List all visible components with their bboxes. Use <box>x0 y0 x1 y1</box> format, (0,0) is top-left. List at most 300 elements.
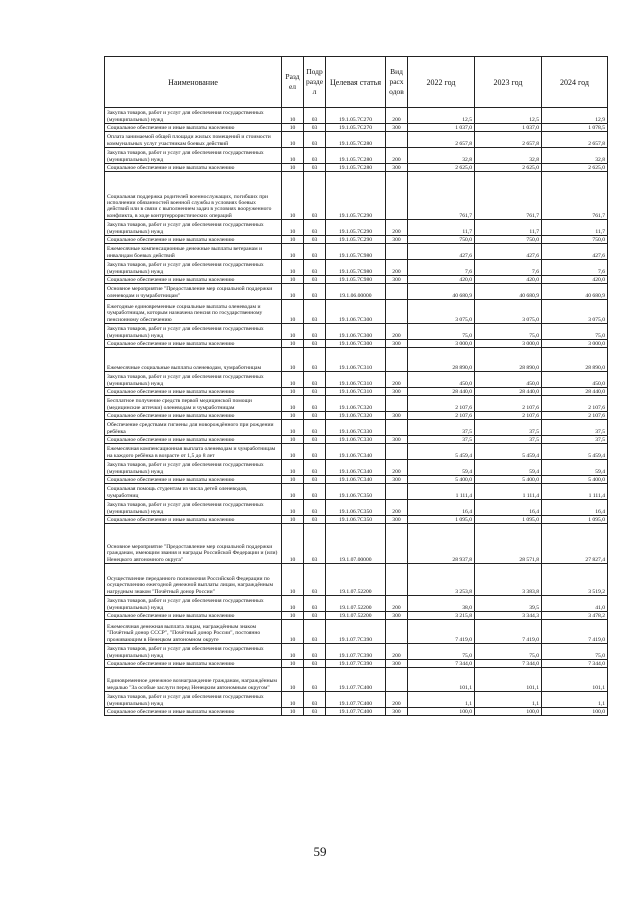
row-name: Единовременное денежное вознаграждение гражданам, награждённым медалью "За особые заслуги перед Ненецким автономным округом" <box>105 668 282 692</box>
row-2022: 16,4 <box>408 500 475 516</box>
row-target-article: 19.1.06.00000 <box>326 284 386 300</box>
row-podrazdel: 03 <box>304 420 326 436</box>
row-2023: 427,6 <box>475 244 542 260</box>
row-2022: 1 037,0 <box>408 124 475 132</box>
row-name: Осуществление переданного полномочия Российской Федерации по осуществлению ежегодной денежной выплаты лицам, награждённым нагрудным знаком "Почётный донор России" <box>105 564 282 596</box>
row-2022: 59,4 <box>408 460 475 476</box>
row-2022: 2 657,8 <box>408 132 475 148</box>
row-2022: 37,5 <box>408 436 475 444</box>
row-expense-type <box>386 132 408 148</box>
row-razdel: 10 <box>282 444 304 460</box>
header-2023: 2023 год <box>475 57 542 108</box>
row-podrazdel: 03 <box>304 484 326 500</box>
row-podrazdel: 03 <box>304 108 326 124</box>
row-razdel: 10 <box>282 644 304 660</box>
row-razdel: 10 <box>282 708 304 716</box>
table-row <box>105 596 608 612</box>
row-2024: 37,5 <box>542 436 608 444</box>
table-row <box>105 484 608 500</box>
header-podrazdel: Подр разде л <box>304 57 326 108</box>
row-2022: 3 253,8 <box>408 564 475 596</box>
row-target-article: 19.1.06.7С350 <box>326 516 386 524</box>
row-name: Ежемесячная компенсационная выплата оленеводам и чумработницам на каждого ребёнка в возрасте от 1,5 до 8 лет <box>105 444 282 460</box>
row-2023: 7,6 <box>475 260 542 276</box>
row-razdel: 10 <box>282 692 304 708</box>
row-2023: 37,5 <box>475 436 542 444</box>
row-name: Основное мероприятие "Предоставление мер социальной поддержки оленеводам и чумработницам" <box>105 284 282 300</box>
row-target-article: 19.1.05.7С980 <box>326 244 386 260</box>
row-2024: 27 827,4 <box>542 524 608 564</box>
row-target-article: 19.1.05.7С280 <box>326 164 386 172</box>
row-podrazdel: 03 <box>304 596 326 612</box>
row-target-article: 19.1.05.7С290 <box>326 220 386 236</box>
header-2024: 2024 год <box>542 57 608 108</box>
row-razdel: 10 <box>282 620 304 644</box>
table-row <box>105 420 608 436</box>
table-row <box>105 148 608 164</box>
row-razdel: 10 <box>282 260 304 276</box>
budget-table <box>104 56 608 716</box>
row-target-article: 19.1.05.7С290 <box>326 172 386 220</box>
row-2024: 450,0 <box>542 372 608 388</box>
table-row <box>105 460 608 476</box>
row-2024: 5 400,0 <box>542 476 608 484</box>
row-2023: 16,4 <box>475 500 542 516</box>
row-2022: 427,6 <box>408 244 475 260</box>
row-2023: 3 000,0 <box>475 340 542 348</box>
table-row <box>105 412 608 420</box>
table-row <box>105 476 608 484</box>
row-2023: 7 344,0 <box>475 660 542 668</box>
row-razdel: 10 <box>282 276 304 284</box>
row-2024: 2 107,6 <box>542 396 608 412</box>
row-expense-type <box>386 396 408 412</box>
row-name: Закупка товаров, работ и услуг для обеспечения государственных (муниципальных) нужд <box>105 500 282 516</box>
row-target-article: 19.1.06.7С340 <box>326 476 386 484</box>
row-2023: 2 657,8 <box>475 132 542 148</box>
row-2022: 750,0 <box>408 236 475 244</box>
row-razdel: 10 <box>282 244 304 260</box>
row-razdel: 10 <box>282 300 304 324</box>
table-row <box>105 260 608 276</box>
row-2022: 1 095,0 <box>408 516 475 524</box>
row-razdel: 10 <box>282 108 304 124</box>
row-expense-type <box>386 620 408 644</box>
row-target-article: 19.1.06.7С310 <box>326 388 386 396</box>
row-razdel: 10 <box>282 236 304 244</box>
row-2023: 59,4 <box>475 460 542 476</box>
row-2024: 5 459,4 <box>542 444 608 460</box>
row-target-article: 19.1.05.7С280 <box>326 148 386 164</box>
row-expense-type: 200 <box>386 500 408 516</box>
table-row <box>105 436 608 444</box>
row-2022: 761,7 <box>408 172 475 220</box>
row-target-article: 19.1.06.7С300 <box>326 324 386 340</box>
table-row <box>105 220 608 236</box>
row-target-article: 19.1.07.52200 <box>326 564 386 596</box>
row-target-article: 19.1.06.7С350 <box>326 500 386 516</box>
row-name: Закупка товаров, работ и услуг для обеспечения государственных (муниципальных) нужд <box>105 644 282 660</box>
row-expense-type <box>386 284 408 300</box>
row-2024: 11,7 <box>542 220 608 236</box>
row-2022: 2 107,6 <box>408 412 475 420</box>
row-2023: 100,0 <box>475 708 542 716</box>
row-expense-type <box>386 524 408 564</box>
row-2024: 40 680,9 <box>542 284 608 300</box>
table-row <box>105 516 608 524</box>
row-2023: 2 625,0 <box>475 164 542 172</box>
row-2022: 5 400,0 <box>408 476 475 484</box>
row-2023: 450,0 <box>475 372 542 388</box>
row-target-article: 19.1.07.7С400 <box>326 692 386 708</box>
row-2023: 37,5 <box>475 420 542 436</box>
table-row <box>105 564 608 596</box>
row-2023: 2 107,6 <box>475 396 542 412</box>
row-name: Социальное обеспечение и иные выплаты населению <box>105 708 282 716</box>
table-row <box>105 644 608 660</box>
row-2023: 40 680,9 <box>475 284 542 300</box>
row-2023: 761,7 <box>475 172 542 220</box>
row-2022: 40 680,9 <box>408 284 475 300</box>
row-2024: 7 344,0 <box>542 660 608 668</box>
row-2024: 1,1 <box>542 692 608 708</box>
row-2024: 16,4 <box>542 500 608 516</box>
row-razdel: 10 <box>282 148 304 164</box>
row-2024: 1 111,4 <box>542 484 608 500</box>
row-expense-type <box>386 564 408 596</box>
row-podrazdel: 03 <box>304 172 326 220</box>
row-2024: 32,8 <box>542 148 608 164</box>
row-podrazdel: 03 <box>304 220 326 236</box>
row-target-article: 19.1.06.7С340 <box>326 460 386 476</box>
row-podrazdel: 03 <box>304 340 326 348</box>
row-2022: 100,0 <box>408 708 475 716</box>
row-2022: 75,0 <box>408 324 475 340</box>
row-podrazdel: 03 <box>304 260 326 276</box>
row-2024: 41,0 <box>542 596 608 612</box>
row-name: Социальная помощь студентам из числа детей оленеводов, чумработниц <box>105 484 282 500</box>
row-razdel: 10 <box>282 500 304 516</box>
row-razdel: 10 <box>282 372 304 388</box>
row-name: Закупка товаров, работ и услуг для обеспечения государственных (муниципальных) нужд <box>105 596 282 612</box>
row-target-article: 19.1.06.7С310 <box>326 348 386 372</box>
row-name: Закупка товаров, работ и услуг для обеспечения государственных (муниципальных) нужд <box>105 372 282 388</box>
table-row <box>105 668 608 692</box>
row-podrazdel: 03 <box>304 460 326 476</box>
row-target-article: 19.1.06.7С320 <box>326 412 386 420</box>
row-razdel: 10 <box>282 420 304 436</box>
row-target-article: 19.1.06.7С340 <box>326 444 386 460</box>
row-2022: 1,1 <box>408 692 475 708</box>
row-target-article: 19.1.07.52200 <box>326 596 386 612</box>
row-name: Социальное обеспечение и иные выплаты населению <box>105 388 282 396</box>
row-2024: 1 078,5 <box>542 124 608 132</box>
row-podrazdel: 03 <box>304 324 326 340</box>
row-expense-type: 300 <box>386 340 408 348</box>
row-expense-type: 300 <box>386 412 408 420</box>
row-expense-type <box>386 484 408 500</box>
row-2023: 5 459,4 <box>475 444 542 460</box>
row-2024: 420,0 <box>542 276 608 284</box>
row-name: Социальное обеспечение и иные выплаты населению <box>105 660 282 668</box>
table-row <box>105 612 608 620</box>
row-podrazdel: 03 <box>304 564 326 596</box>
header-target-article: Целевая статья <box>326 57 386 108</box>
row-target-article: 19.1.06.7С300 <box>326 300 386 324</box>
row-razdel: 10 <box>282 412 304 420</box>
row-2023: 1 095,0 <box>475 516 542 524</box>
row-2024: 59,4 <box>542 460 608 476</box>
row-expense-type: 300 <box>386 124 408 132</box>
row-name: Бесплатное получение средств первой медицинской помощи (медицинские аптечки) оленеводам и чумработницам <box>105 396 282 412</box>
row-razdel: 10 <box>282 164 304 172</box>
row-2023: 2 107,6 <box>475 412 542 420</box>
row-name: Закупка товаров, работ и услуг для обеспечения государственных (муниципальных) нужд <box>105 324 282 340</box>
row-2022: 450,0 <box>408 372 475 388</box>
table-header-row <box>105 57 608 108</box>
row-2022: 37,5 <box>408 420 475 436</box>
row-2022: 2 107,6 <box>408 396 475 412</box>
row-name: Обеспечение средствами гигиены для новорождённого при рождении ребёнка <box>105 420 282 436</box>
row-2022: 2 625,0 <box>408 164 475 172</box>
row-podrazdel: 03 <box>304 708 326 716</box>
row-target-article: 19.1.05.7С270 <box>326 124 386 132</box>
row-razdel: 10 <box>282 340 304 348</box>
row-podrazdel: 03 <box>304 524 326 564</box>
row-target-article: 19.1.06.7С300 <box>326 340 386 348</box>
row-2024: 7 419,0 <box>542 620 608 644</box>
row-podrazdel: 03 <box>304 644 326 660</box>
row-2023: 28 890,0 <box>475 348 542 372</box>
row-expense-type: 200 <box>386 260 408 276</box>
row-2023: 1 111,4 <box>475 484 542 500</box>
row-2022: 28 937,8 <box>408 524 475 564</box>
row-name: Социальное обеспечение и иные выплаты населению <box>105 164 282 172</box>
row-2022: 3 215,8 <box>408 612 475 620</box>
row-2024: 37,5 <box>542 420 608 436</box>
row-name: Основное мероприятие "Предоставление мер социальной поддержки гражданам, имеющим звания и награды Российской Федерации и (или) Ненецкого автономного округа" <box>105 524 282 564</box>
row-2024: 2 657,8 <box>542 132 608 148</box>
row-podrazdel: 03 <box>304 284 326 300</box>
row-name: Социальное обеспечение и иные выплаты населению <box>105 276 282 284</box>
row-2023: 1,1 <box>475 692 542 708</box>
table-row <box>105 244 608 260</box>
row-razdel: 10 <box>282 660 304 668</box>
row-expense-type <box>386 420 408 436</box>
row-2024: 75,0 <box>542 644 608 660</box>
row-expense-type <box>386 348 408 372</box>
row-2024: 1 095,0 <box>542 516 608 524</box>
row-2022: 38,0 <box>408 596 475 612</box>
row-podrazdel: 03 <box>304 300 326 324</box>
row-name: Социальное обеспечение и иные выплаты населению <box>105 236 282 244</box>
row-2022: 12,5 <box>408 108 475 124</box>
row-podrazdel: 03 <box>304 236 326 244</box>
row-target-article: 19.1.05.7С980 <box>326 276 386 284</box>
row-name: Закупка товаров, работ и услуг для обеспечения государственных (муниципальных) нужд <box>105 220 282 236</box>
row-name: Социальное обеспечение и иные выплаты населению <box>105 340 282 348</box>
row-name: Социальная поддержка родителей военнослужащих, погибших при исполнении обязанностей военной службы в условиях боевых действий или в связи с выполнением задач в условиях вооруженного конфликта, в ходе контртеррористических операций <box>105 172 282 220</box>
row-2024: 761,7 <box>542 172 608 220</box>
row-target-article: 19.1.06.7С330 <box>326 436 386 444</box>
row-podrazdel: 03 <box>304 612 326 620</box>
row-target-article: 19.1.07.7С390 <box>326 620 386 644</box>
table-row <box>105 108 608 124</box>
row-podrazdel: 03 <box>304 444 326 460</box>
row-podrazdel: 03 <box>304 276 326 284</box>
row-2024: 28 890,0 <box>542 348 608 372</box>
row-name: Социальное обеспечение и иные выплаты населению <box>105 516 282 524</box>
row-expense-type: 200 <box>386 692 408 708</box>
row-2024: 3 000,0 <box>542 340 608 348</box>
row-razdel: 10 <box>282 132 304 148</box>
row-2024: 3 075,0 <box>542 300 608 324</box>
row-2024: 3 478,2 <box>542 612 608 620</box>
row-name: Ежемесячные социальные выплаты оленеводам, чумработницам <box>105 348 282 372</box>
row-expense-type: 300 <box>386 436 408 444</box>
row-razdel: 10 <box>282 396 304 412</box>
header-razdel: Разд ел <box>282 57 304 108</box>
row-2023: 3 075,0 <box>475 300 542 324</box>
row-expense-type: 300 <box>386 660 408 668</box>
row-name: Социальное обеспечение и иные выплаты населению <box>105 124 282 132</box>
row-2023: 28 440,0 <box>475 388 542 396</box>
row-expense-type: 200 <box>386 460 408 476</box>
row-2022: 3 075,0 <box>408 300 475 324</box>
row-target-article: 19.1.05.7С270 <box>326 108 386 124</box>
table-row <box>105 444 608 460</box>
row-2024: 12,9 <box>542 108 608 124</box>
row-expense-type: 200 <box>386 372 408 388</box>
row-razdel: 10 <box>282 612 304 620</box>
row-2024: 75,0 <box>542 324 608 340</box>
row-2022: 7 419,0 <box>408 620 475 644</box>
row-name: Закупка товаров, работ и услуг для обеспечения государственных (муниципальных) нужд <box>105 692 282 708</box>
row-name: Ежемесячная денежная выплата лицам, награждённым знаком "Почётный донор СССР", "Почётный донор России", постоянно проживающим в Ненецком автономном округе <box>105 620 282 644</box>
table-row <box>105 708 608 716</box>
row-podrazdel: 03 <box>304 660 326 668</box>
table-row <box>105 236 608 244</box>
table-row <box>105 132 608 148</box>
row-2022: 420,0 <box>408 276 475 284</box>
row-target-article: 19.1.07.7С400 <box>326 708 386 716</box>
header-name: Наименование <box>105 57 282 108</box>
row-name: Закупка товаров, работ и услуг для обеспечения государственных (муниципальных) нужд <box>105 148 282 164</box>
page-number: 59 <box>313 844 327 859</box>
row-podrazdel: 03 <box>304 164 326 172</box>
row-podrazdel: 03 <box>304 348 326 372</box>
row-podrazdel: 03 <box>304 124 326 132</box>
table-row <box>105 372 608 388</box>
row-2023: 7 419,0 <box>475 620 542 644</box>
row-2022: 75,0 <box>408 644 475 660</box>
row-2022: 28 440,0 <box>408 388 475 396</box>
row-podrazdel: 03 <box>304 244 326 260</box>
row-podrazdel: 03 <box>304 668 326 692</box>
row-podrazdel: 03 <box>304 132 326 148</box>
row-target-article: 19.1.06.7С310 <box>326 372 386 388</box>
row-2023: 101,1 <box>475 668 542 692</box>
row-razdel: 10 <box>282 564 304 596</box>
row-expense-type: 300 <box>386 276 408 284</box>
row-expense-type: 300 <box>386 708 408 716</box>
row-podrazdel: 03 <box>304 388 326 396</box>
header-expense-type: Вид расх одов <box>386 57 408 108</box>
table-row <box>105 124 608 132</box>
row-razdel: 10 <box>282 324 304 340</box>
row-expense-type: 200 <box>386 324 408 340</box>
row-expense-type: 300 <box>386 388 408 396</box>
row-razdel: 10 <box>282 436 304 444</box>
row-podrazdel: 03 <box>304 476 326 484</box>
table-row <box>105 524 608 564</box>
row-razdel: 10 <box>282 388 304 396</box>
row-2024: 28 440,0 <box>542 388 608 396</box>
row-name: Социальное обеспечение и иные выплаты населению <box>105 612 282 620</box>
row-expense-type: 300 <box>386 612 408 620</box>
row-name: Оплата занимаемой общей площади жилых помещений и стоимости коммунальных услуг участникам боевых действий <box>105 132 282 148</box>
row-target-article: 19.1.06.7С350 <box>326 484 386 500</box>
row-2023: 32,8 <box>475 148 542 164</box>
table-row <box>105 660 608 668</box>
row-target-article: 19.1.07.00000 <box>326 524 386 564</box>
row-2023: 3 344,3 <box>475 612 542 620</box>
row-target-article: 19.1.05.7С980 <box>326 260 386 276</box>
row-podrazdel: 03 <box>304 436 326 444</box>
row-razdel: 10 <box>282 172 304 220</box>
row-2023: 39,5 <box>475 596 542 612</box>
table-row <box>105 276 608 284</box>
row-target-article: 19.1.05.7С290 <box>326 236 386 244</box>
row-2024: 100,0 <box>542 708 608 716</box>
row-podrazdel: 03 <box>304 500 326 516</box>
row-2024: 3 519,2 <box>542 564 608 596</box>
row-2022: 7 344,0 <box>408 660 475 668</box>
row-name: Социальное обеспечение и иные выплаты населению <box>105 412 282 420</box>
row-podrazdel: 03 <box>304 412 326 420</box>
row-2023: 3 383,8 <box>475 564 542 596</box>
row-2022: 28 890,0 <box>408 348 475 372</box>
row-name: Закупка товаров, работ и услуг для обеспечения государственных (муниципальных) нужд <box>105 460 282 476</box>
row-2022: 1 111,4 <box>408 484 475 500</box>
row-podrazdel: 03 <box>304 516 326 524</box>
row-expense-type <box>386 244 408 260</box>
row-name: Социальное обеспечение и иные выплаты населению <box>105 476 282 484</box>
table-row <box>105 284 608 300</box>
row-2023: 75,0 <box>475 324 542 340</box>
header-2022: 2022 год <box>408 57 475 108</box>
row-target-article: 19.1.07.7С400 <box>326 668 386 692</box>
table-row <box>105 692 608 708</box>
row-razdel: 10 <box>282 348 304 372</box>
row-razdel: 10 <box>282 220 304 236</box>
row-2024: 101,1 <box>542 668 608 692</box>
table-row <box>105 300 608 324</box>
row-expense-type <box>386 444 408 460</box>
row-2023: 12,5 <box>475 108 542 124</box>
row-2024: 750,0 <box>542 236 608 244</box>
row-2023: 11,7 <box>475 220 542 236</box>
row-2022: 32,8 <box>408 148 475 164</box>
row-2023: 5 400,0 <box>475 476 542 484</box>
row-expense-type: 200 <box>386 596 408 612</box>
row-expense-type: 300 <box>386 516 408 524</box>
row-razdel: 10 <box>282 476 304 484</box>
row-razdel: 10 <box>282 668 304 692</box>
row-2024: 427,6 <box>542 244 608 260</box>
row-2022: 3 000,0 <box>408 340 475 348</box>
row-target-article: 19.1.07.7С390 <box>326 660 386 668</box>
